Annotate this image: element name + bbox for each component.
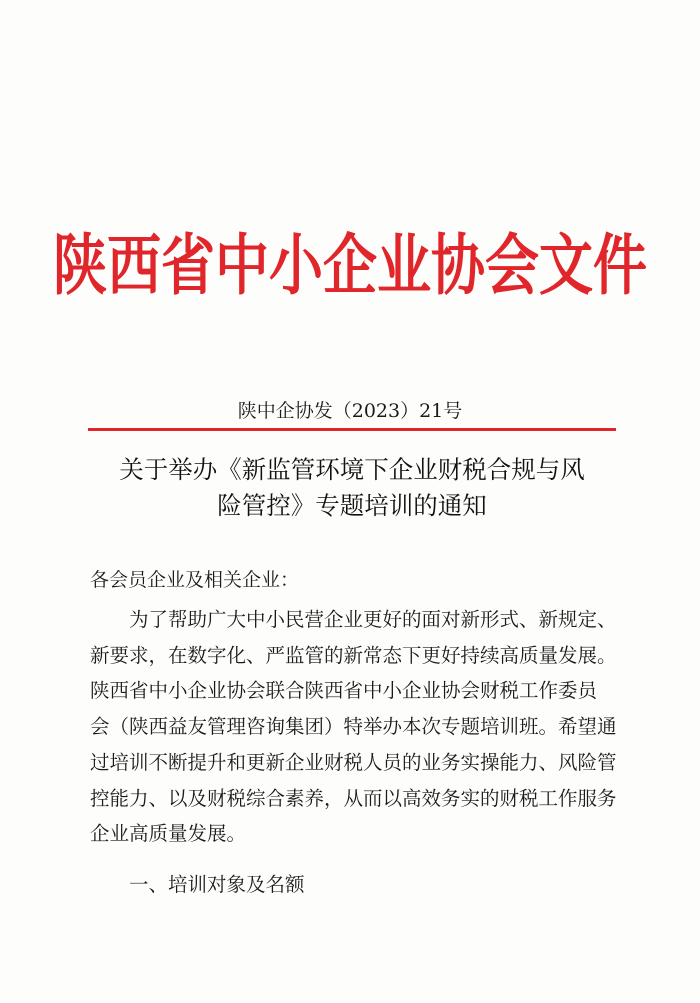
- red-divider-line: [88, 428, 616, 431]
- notice-title: [90, 452, 614, 524]
- body-line: 为了帮助广大中小民营企业更好的面对新形式、新规定、: [129, 608, 617, 631]
- notice-title-line-2: 险管控》专题培训的通知: [217, 491, 487, 520]
- body-line: 会（陕西益友管理咨询集团）特举办本次专题培训班。希望通: [90, 715, 617, 739]
- document-number: 陕中企协发（2023）21号: [237, 400, 463, 422]
- masthead-title: 陕西省中小企业协会文件: [53, 225, 647, 304]
- body-line: 企业高质量发展。: [90, 822, 247, 846]
- body-line: 过培训不断提升和更新企业财税人员的业务实操能力、风险管: [90, 750, 617, 774]
- salutation: 各会员企业及相关企业：: [90, 569, 300, 591]
- body-line: 控能力、以及财税综合素养，从而以高效务实的财税工作服务: [90, 786, 617, 810]
- body-paragraph: [90, 602, 617, 852]
- body-line: 陕西省中小企业协会联合陕西省中小企业协会财税工作委员: [90, 679, 598, 703]
- body-line: 新要求，在数字化、严监管的新常态下更好持续高质量发展。: [90, 643, 617, 667]
- notice-title-line-1: 关于举办《新监管环境下企业财税合规与风: [119, 455, 585, 484]
- section-heading: 一、培训对象及名额: [129, 873, 305, 896]
